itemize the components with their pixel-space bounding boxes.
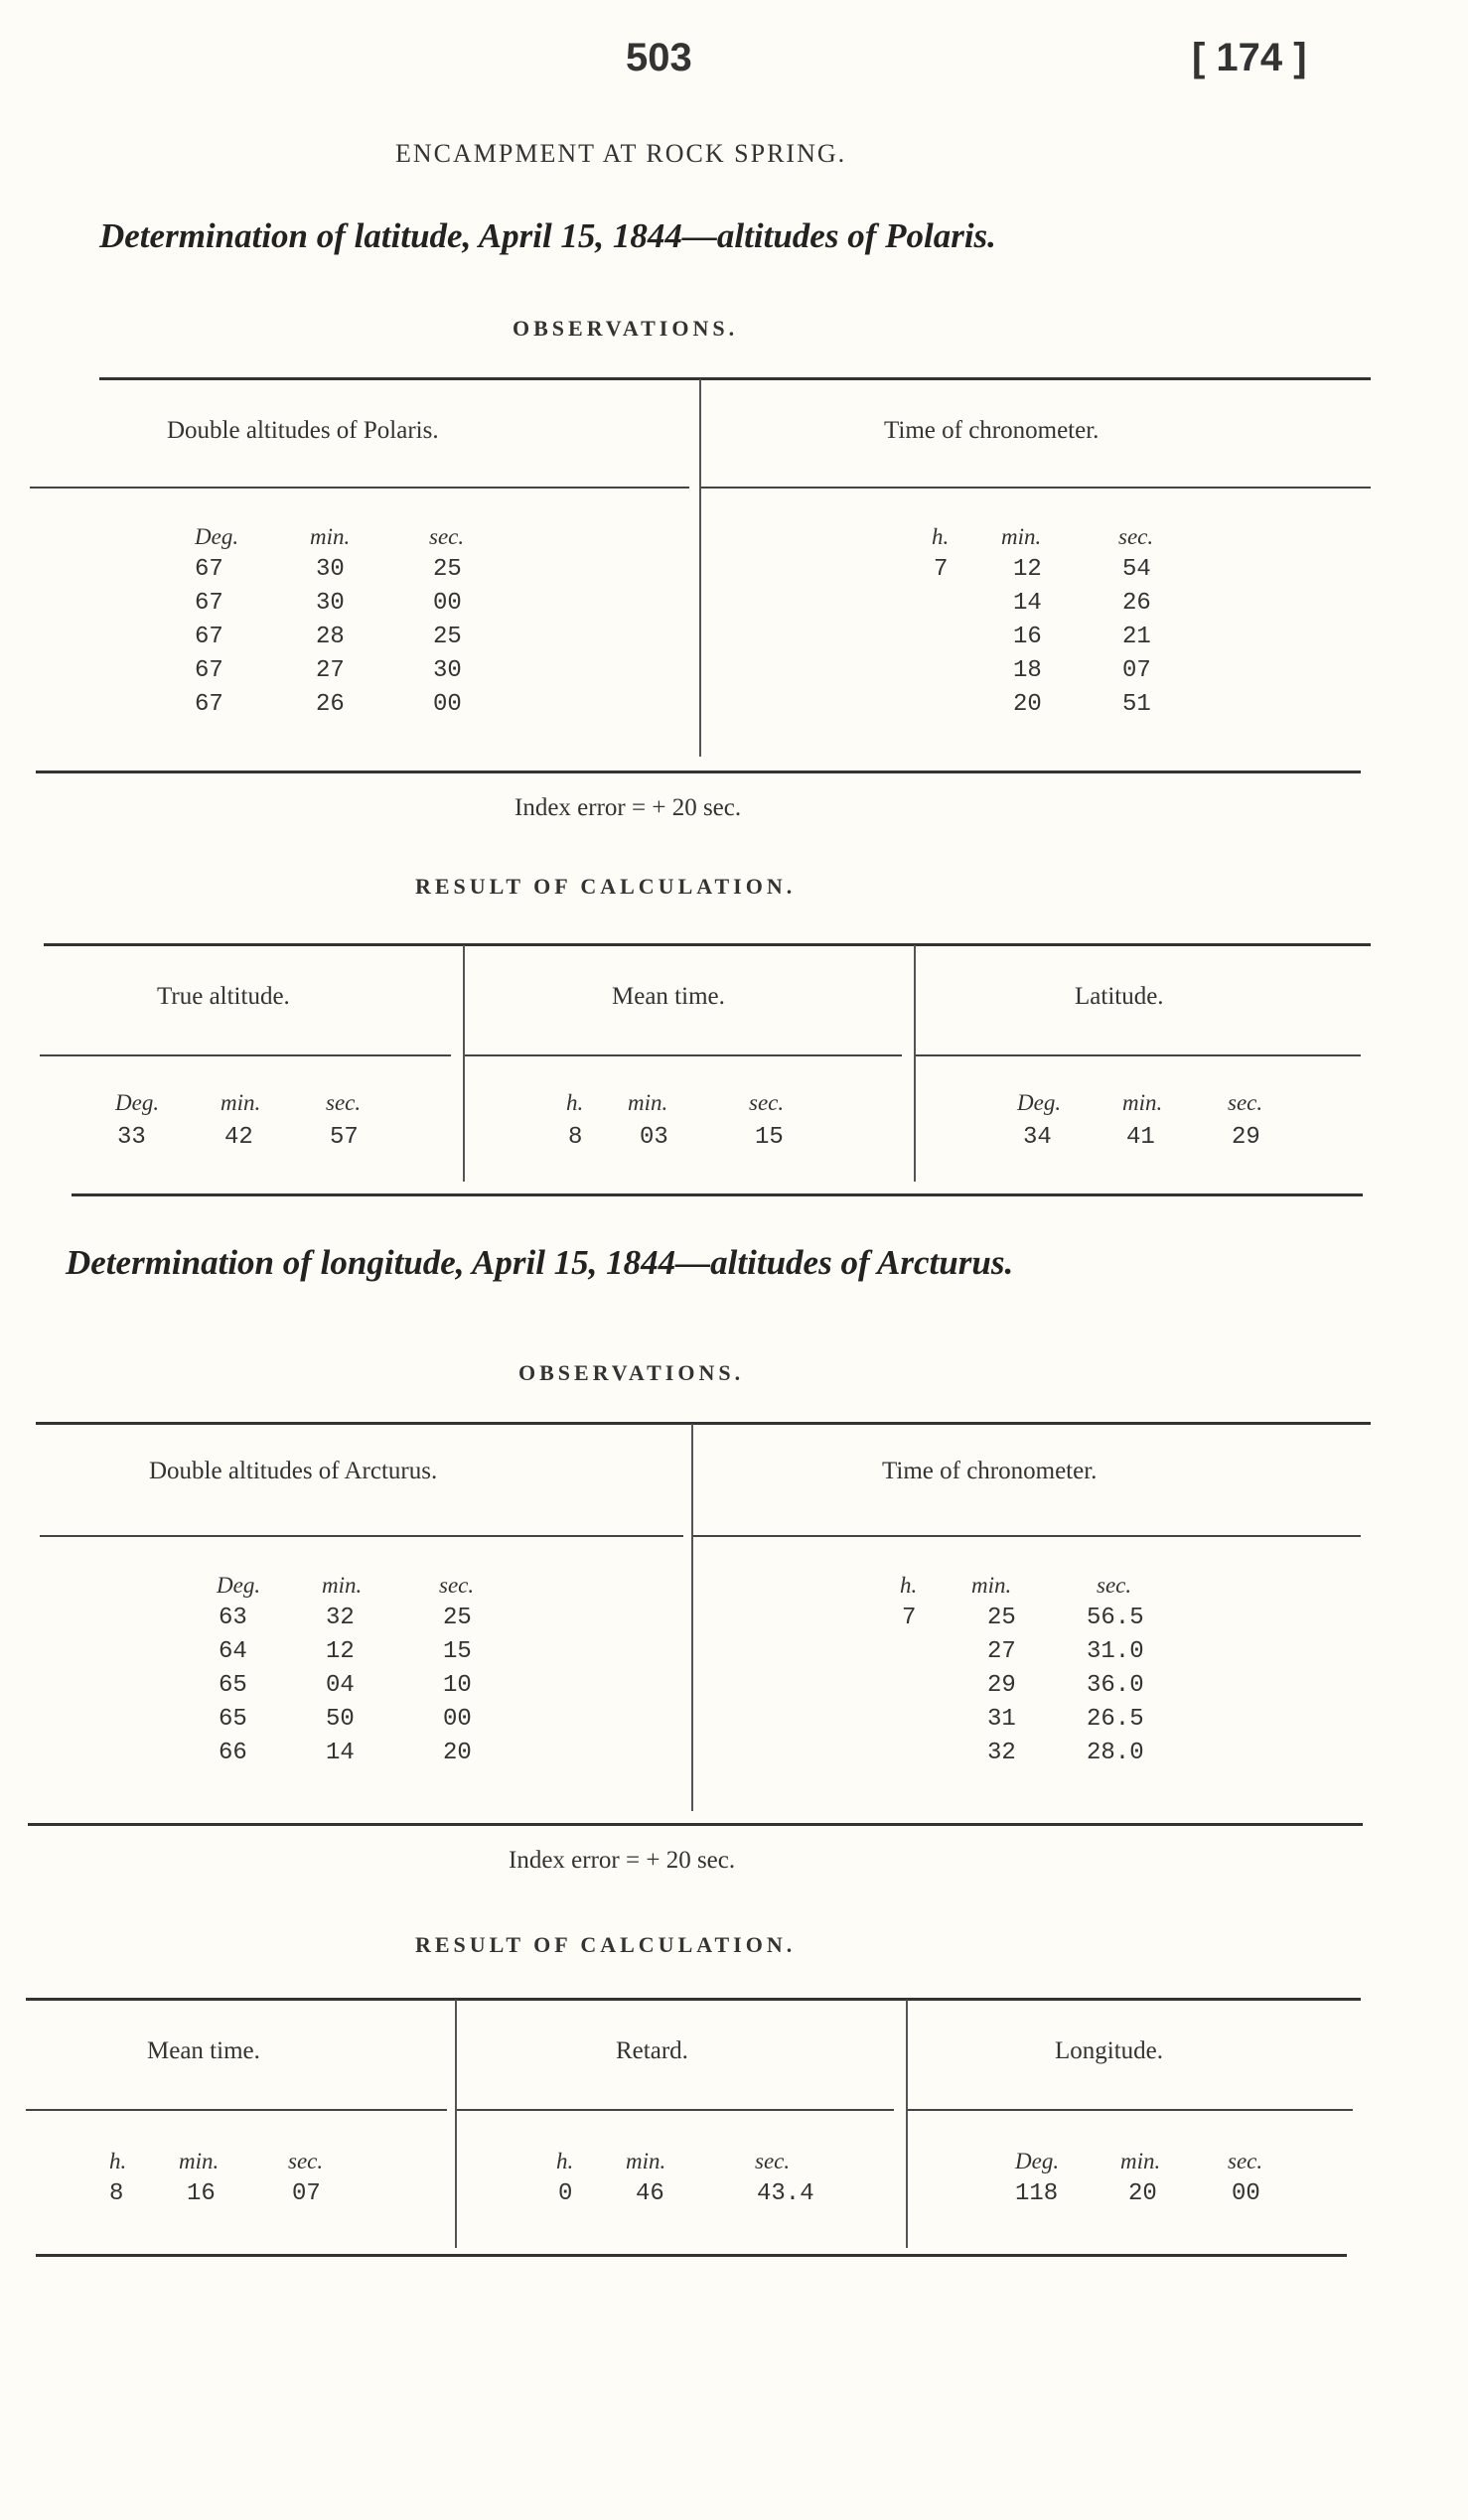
time-seconds-cell: 56.5	[1087, 1605, 1144, 1631]
mean-time-min: 16	[187, 2180, 216, 2207]
true-altitude-deg: 33	[117, 1124, 146, 1151]
mean-time-sec: 07	[292, 2180, 321, 2207]
time-minutes-cell: 27	[987, 1638, 1016, 1665]
unit-label: Deg.	[217, 1573, 261, 1598]
seconds-cell: 25	[433, 556, 462, 583]
column-divider	[906, 2000, 908, 2248]
seconds-cell: 30	[433, 657, 462, 684]
section2-result-label: RESULT OF CALCULATION.	[415, 1932, 797, 1957]
true-altitude-min: 42	[224, 1124, 253, 1151]
table-rule	[36, 2254, 1347, 2257]
unit-label: h.	[900, 1573, 918, 1598]
degrees-cell: 67	[195, 657, 223, 684]
unit-label: min.	[220, 1090, 261, 1115]
column-divider	[463, 945, 465, 1182]
table-rule	[916, 1054, 1361, 1056]
minutes-cell: 28	[316, 624, 345, 650]
time-minutes-cell: 32	[987, 1740, 1016, 1766]
running-title: ENCAMPMENT AT ROCK SPRING.	[395, 139, 847, 168]
unit-label: sec.	[1228, 2149, 1263, 2173]
mean-time-sec: 15	[755, 1124, 784, 1151]
table-rule	[36, 770, 1361, 773]
column-header: Longitude.	[1055, 2037, 1164, 2064]
degrees-cell: 67	[195, 590, 223, 617]
unit-label: sec.	[755, 2149, 791, 2173]
retard-h: 0	[558, 2180, 573, 2207]
column-header: Time of chronometer.	[884, 417, 1100, 444]
time-seconds-cell: 26	[1122, 590, 1151, 617]
unit-label: sec.	[1097, 1573, 1132, 1598]
mean-time-h: 8	[109, 2180, 124, 2207]
unit-label: Deg.	[195, 524, 239, 549]
retard-sec: 43.4	[757, 2180, 814, 2207]
unit-label: Deg.	[115, 1090, 160, 1115]
time-minutes-cell: 29	[987, 1672, 1016, 1699]
table-rule	[72, 1193, 1363, 1196]
seconds-cell: 00	[443, 1706, 472, 1733]
table-rule	[40, 1054, 451, 1056]
unit-label: sec.	[1228, 1090, 1263, 1115]
seconds-cell: 00	[433, 590, 462, 617]
section1-index-error: Index error = + 20 sec.	[514, 794, 742, 821]
mean-time-min: 03	[640, 1124, 668, 1151]
column-header: Mean time.	[612, 983, 725, 1010]
seconds-cell: 25	[443, 1605, 472, 1631]
minutes-cell: 12	[326, 1638, 355, 1665]
unit-label: Deg.	[1015, 2149, 1060, 2173]
time-seconds-cell: 31.0	[1087, 1638, 1144, 1665]
minutes-cell: 14	[326, 1740, 355, 1766]
time-seconds-cell: 28.0	[1087, 1740, 1144, 1766]
unit-label: sec.	[439, 1573, 475, 1598]
minutes-cell: 32	[326, 1605, 355, 1631]
unit-label: min.	[1120, 2149, 1161, 2173]
bracket-page-number: [ 174 ]	[1192, 36, 1307, 79]
degrees-cell: 65	[219, 1672, 247, 1699]
table-rule	[99, 377, 1371, 380]
time-minutes-cell: 25	[987, 1605, 1016, 1631]
time-minutes-cell: 18	[1013, 657, 1042, 684]
section1-heading: Determination of latitude, April 15, 1844—altitudes of Polaris.	[99, 216, 996, 255]
seconds-cell: 15	[443, 1638, 472, 1665]
latitude-min: 41	[1126, 1124, 1155, 1151]
degrees-cell: 65	[219, 1706, 247, 1733]
table-rule	[40, 1535, 683, 1537]
longitude-deg: 118	[1015, 2180, 1059, 2207]
table-rule	[36, 1422, 1371, 1425]
degrees-cell: 67	[195, 691, 223, 718]
time-minutes-cell: 12	[1013, 556, 1042, 583]
unit-label: sec.	[749, 1090, 785, 1115]
unit-label: min.	[179, 2149, 220, 2173]
time-seconds-cell: 54	[1122, 556, 1151, 583]
unit-label: min.	[1001, 524, 1042, 549]
time-seconds-cell: 21	[1122, 624, 1151, 650]
table-rule	[26, 2109, 447, 2111]
latitude-deg: 34	[1023, 1124, 1052, 1151]
time-seconds-cell: 07	[1122, 657, 1151, 684]
unit-label: h.	[556, 2149, 574, 2173]
table-rule	[693, 1535, 1361, 1537]
section2-heading: Determination of longitude, April 15, 1844—altitudes of Arcturus.	[66, 1243, 1014, 1282]
unit-label: Deg.	[1017, 1090, 1062, 1115]
table-rule	[465, 1054, 902, 1056]
column-divider	[914, 945, 916, 1182]
column-header: Time of chronometer.	[882, 1458, 1098, 1484]
table-rule	[457, 2109, 894, 2111]
column-header: True altitude.	[157, 983, 290, 1010]
latitude-sec: 29	[1232, 1124, 1260, 1151]
unit-label: sec.	[288, 2149, 324, 2173]
column-header: Double altitudes of Polaris.	[167, 417, 439, 444]
seconds-cell: 00	[433, 691, 462, 718]
unit-label: min.	[626, 2149, 666, 2173]
section1-observations-label: OBSERVATIONS.	[513, 316, 739, 341]
time-minutes-cell: 16	[1013, 624, 1042, 650]
retard-min: 46	[636, 2180, 664, 2207]
table-rule	[44, 943, 1371, 946]
seconds-cell: 25	[433, 624, 462, 650]
minutes-cell: 50	[326, 1706, 355, 1733]
time-seconds-cell: 51	[1122, 691, 1151, 718]
time-seconds-cell: 26.5	[1087, 1706, 1144, 1733]
unit-label: h.	[932, 524, 950, 549]
column-header: Retard.	[616, 2037, 688, 2064]
page-number: 503	[626, 36, 692, 79]
column-divider	[691, 1424, 693, 1811]
unit-label: min.	[971, 1573, 1012, 1598]
minutes-cell: 26	[316, 691, 345, 718]
unit-label: h.	[109, 2149, 127, 2173]
section2-index-error: Index error = + 20 sec.	[509, 1847, 736, 1874]
degrees-cell: 66	[219, 1740, 247, 1766]
column-header: Latitude.	[1075, 983, 1164, 1010]
seconds-cell: 10	[443, 1672, 472, 1699]
hours-cell: 7	[934, 556, 949, 583]
degrees-cell: 64	[219, 1638, 247, 1665]
degrees-cell: 63	[219, 1605, 247, 1631]
table-rule	[701, 487, 1371, 489]
column-header: Double altitudes of Arcturus.	[149, 1458, 438, 1484]
unit-label: sec.	[326, 1090, 362, 1115]
unit-label: min.	[310, 524, 351, 549]
true-altitude-sec: 57	[330, 1124, 359, 1151]
longitude-sec: 00	[1232, 2180, 1260, 2207]
table-rule	[908, 2109, 1353, 2111]
unit-label: min.	[1122, 1090, 1163, 1115]
time-seconds-cell: 36.0	[1087, 1672, 1144, 1699]
unit-label: min.	[628, 1090, 668, 1115]
unit-label: sec.	[1118, 524, 1154, 549]
minutes-cell: 27	[316, 657, 345, 684]
table-rule	[30, 487, 689, 489]
column-header: Mean time.	[147, 2037, 260, 2064]
column-divider	[699, 379, 701, 757]
time-minutes-cell: 14	[1013, 590, 1042, 617]
column-divider	[455, 2000, 457, 2248]
minutes-cell: 04	[326, 1672, 355, 1699]
hours-cell: 7	[902, 1605, 917, 1631]
seconds-cell: 20	[443, 1740, 472, 1766]
unit-label: min.	[322, 1573, 363, 1598]
minutes-cell: 30	[316, 590, 345, 617]
longitude-min: 20	[1128, 2180, 1157, 2207]
table-rule	[28, 1823, 1363, 1826]
degrees-cell: 67	[195, 556, 223, 583]
minutes-cell: 30	[316, 556, 345, 583]
time-minutes-cell: 31	[987, 1706, 1016, 1733]
unit-label: h.	[566, 1090, 584, 1115]
section1-result-label: RESULT OF CALCULATION.	[415, 874, 797, 899]
unit-label: sec.	[429, 524, 465, 549]
table-rule	[26, 1998, 1361, 2001]
degrees-cell: 67	[195, 624, 223, 650]
time-minutes-cell: 20	[1013, 691, 1042, 718]
mean-time-h: 8	[568, 1124, 583, 1151]
section2-observations-label: OBSERVATIONS.	[518, 1360, 745, 1385]
